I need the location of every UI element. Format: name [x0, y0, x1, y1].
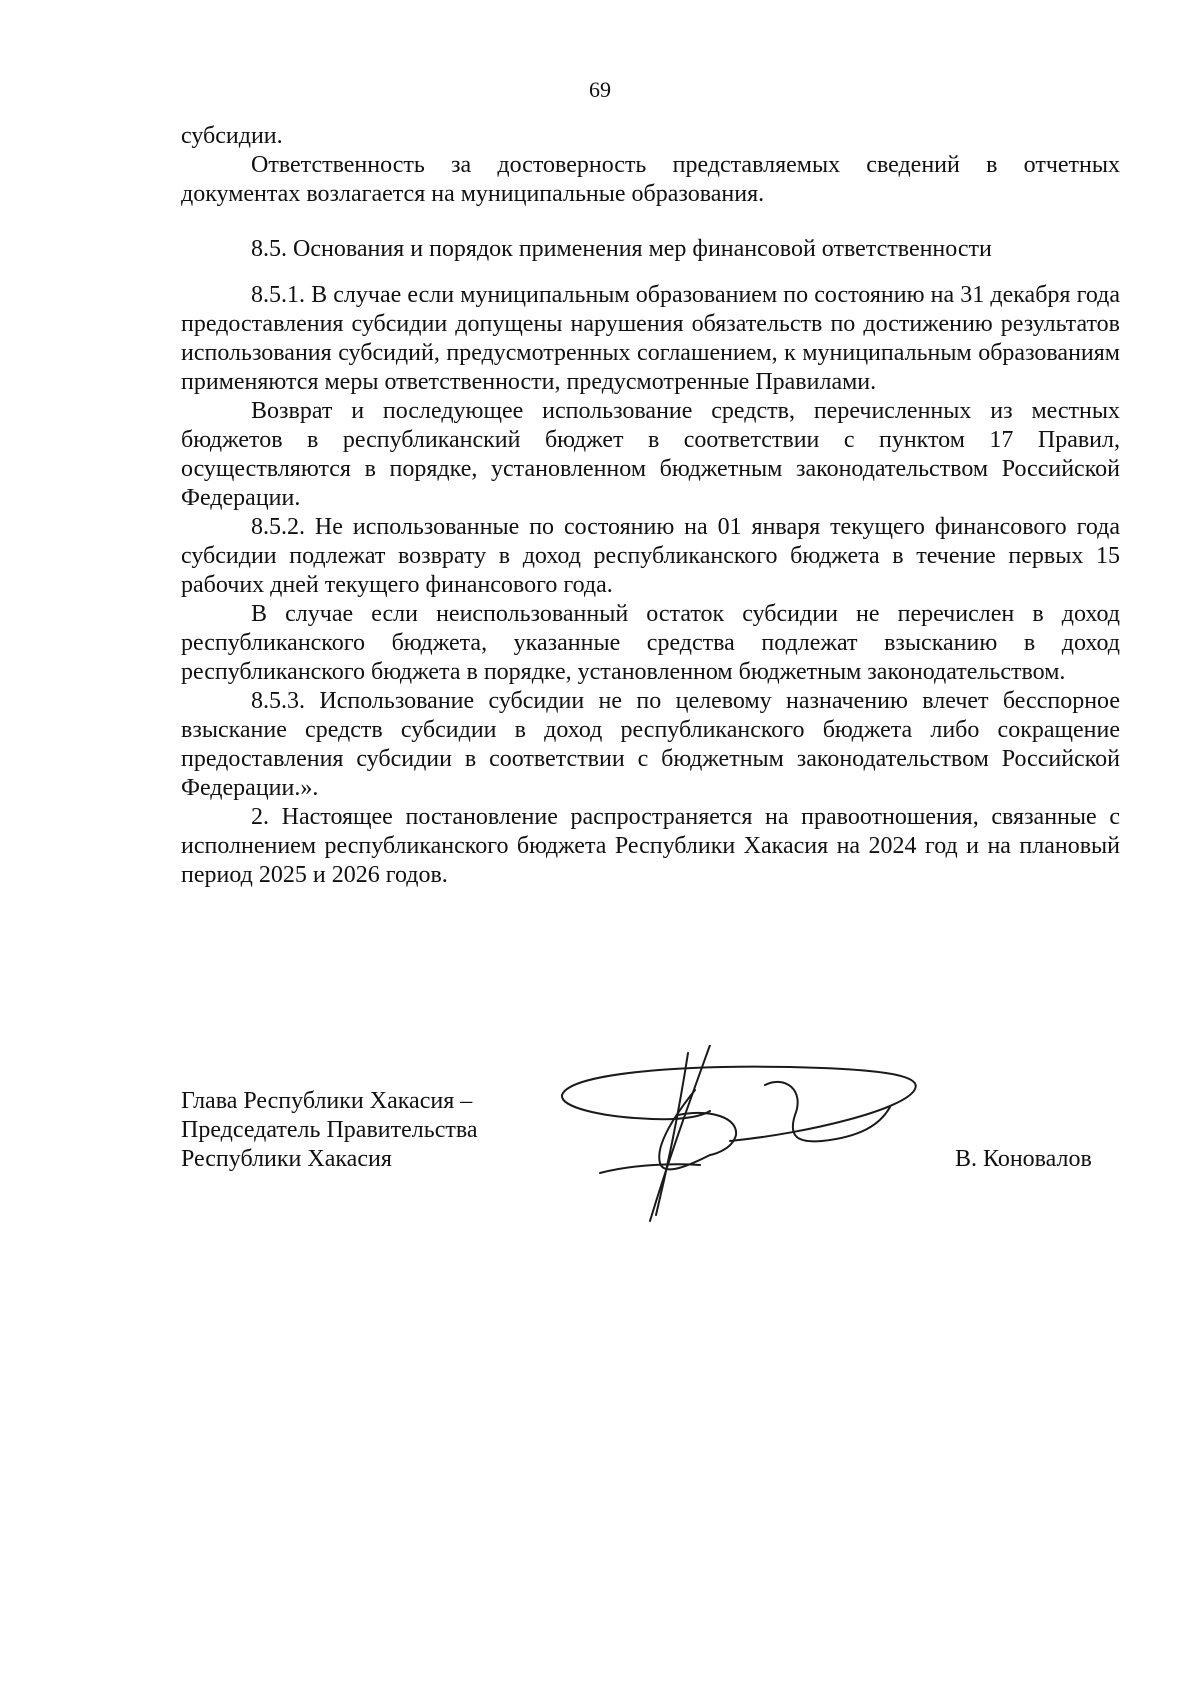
- signatory-title-line: Республики Хакасия: [181, 1146, 392, 1172]
- section-heading-8-5: 8.5. Основания и порядок применения мер финансовой ответственности: [251, 236, 992, 262]
- paragraph-recovery: В случае если неиспользованный остаток субсидии не перечислен в доход республиканского бюджета, указанные средства подлежат взысканию в доход республиканского бюджета в порядке, установленном бюджетным законодательством.: [181, 601, 1120, 685]
- paragraph-8-5-1: 8.5.1. В случае если муниципальным образованием по состоянию на 31 декабря года предоставления субсидии допущены нарушения обязательств по достижению результатов использования субсидий, предусмотренных соглашением, к муниципальным образованиям применяются меры ответственности, предусмотренные Правилами.: [181, 282, 1120, 395]
- signatory-title-line: Глава Республики Хакасия –: [181, 1088, 473, 1114]
- paragraph-continuation: субсидии.: [181, 123, 283, 149]
- document-body: [181, 122, 1120, 890]
- paragraph-refund: Возврат и последующее использование средств, перечисленных из местных бюджетов в республиканский бюджет в соответствии с пунктом 17 Правил, осуществляются в порядке, установленном бюджетным законодательством Российской Федерации.: [181, 398, 1120, 511]
- signatory-title-line: Председатель Правительства: [181, 1117, 478, 1143]
- handwritten-signature: [560, 1045, 930, 1225]
- signatory-name: В. Коновалов: [955, 1146, 1092, 1172]
- page-number: 69: [589, 77, 611, 102]
- paragraph-8-5-2: 8.5.2. Не использованные по состоянию на 01 января текущего финансового года субсидии подлежат возврату в доход республиканского бюджета в течение первых 15 рабочих дней текущего финансового года.: [181, 514, 1120, 598]
- paragraph-responsibility: Ответственность за достоверность представляемых сведений в отчетных документах возлагается на муниципальные образования.: [181, 152, 1120, 207]
- signatory-title: [181, 1087, 478, 1174]
- paragraph-clause-2: 2. Настоящее постановление распространяется на правоотношения, связанные с исполнением республиканского бюджета Республики Хакасия на 2024 год и на плановый период 2025 и 2026 годов.: [181, 804, 1120, 888]
- paragraph-8-5-3: 8.5.3. Использование субсидии не по целевому назначению влечет бесспорное взыскание средств субсидии в доход республиканского бюджета либо сокращение предоставления субсидии в соответствии с бюджетным законодательством Российской Федерации.».: [181, 688, 1120, 801]
